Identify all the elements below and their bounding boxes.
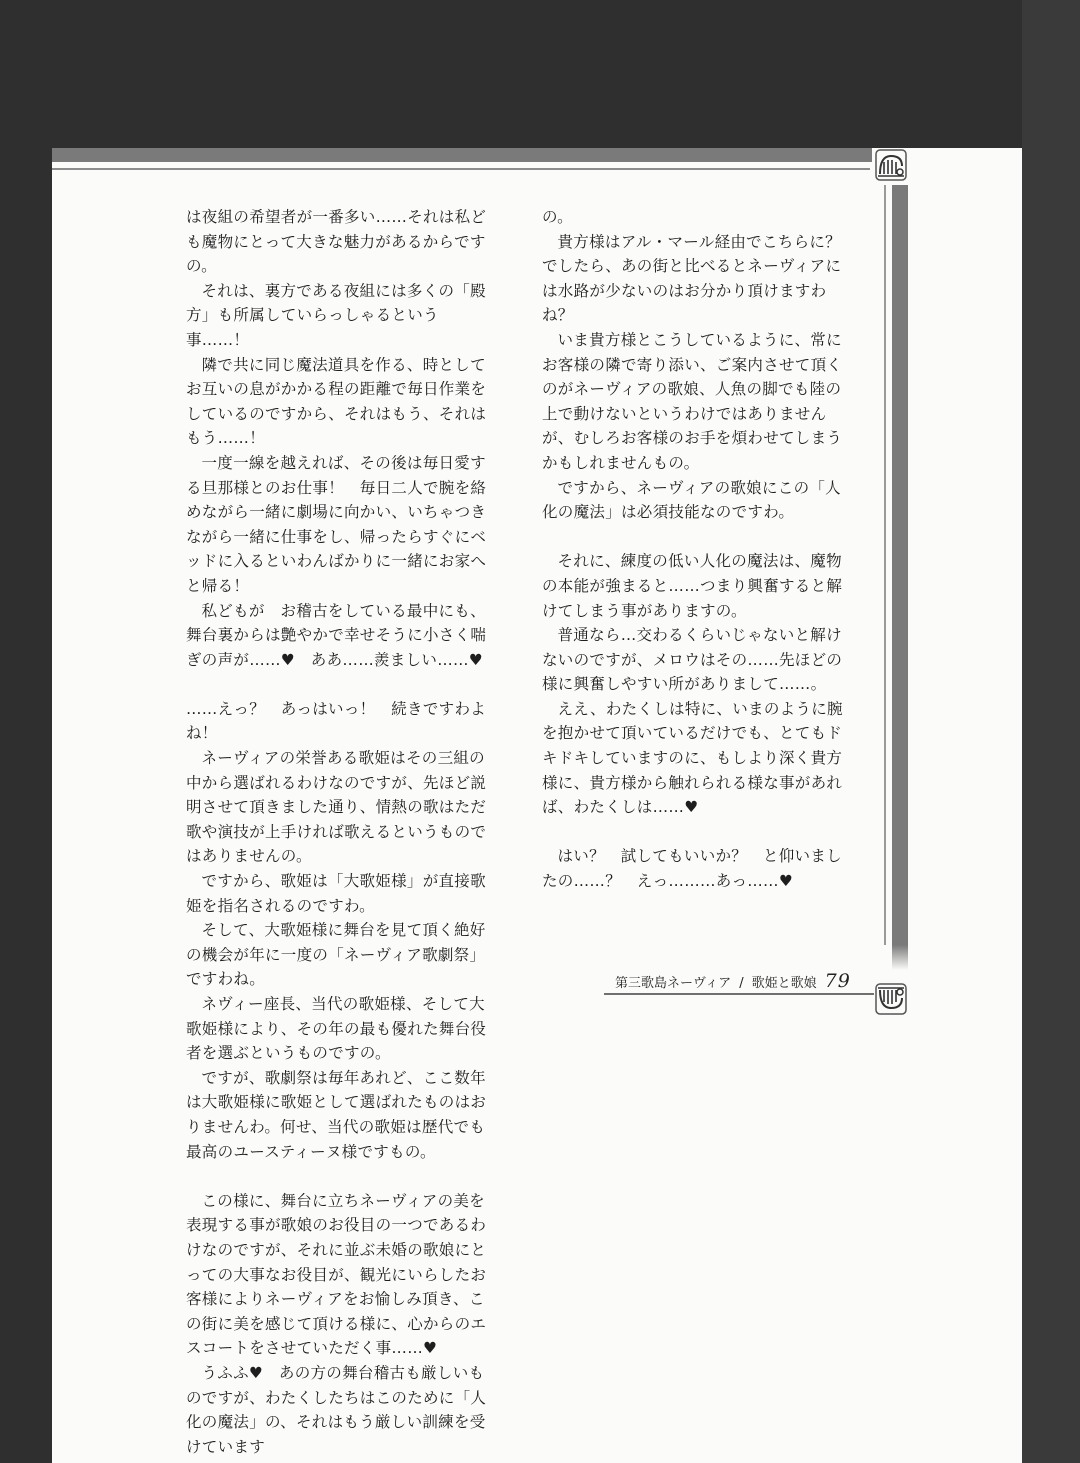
page-number: 79 (824, 970, 851, 992)
page-frame-bottom-line (604, 993, 874, 995)
paragraph: はい？ 試してもいいか？ と仰いましたの……？ えっ………あっ……♥ (542, 847, 842, 891)
paragraph: 一度一線を越えれば、その後は毎日愛する旦那様とのお仕事！ 毎日二人で腕を絡めながら一緒に劇場に向かい、いちゃつきながら一緒に仕事をし、帰ったらすぐにベッドに入るといわんばかりに一緒にお家へと帰る！ (186, 453, 487, 595)
page-frame-right (892, 185, 908, 945)
corner-ornament-icon (874, 148, 908, 182)
paragraph: ですから、ネーヴィアの歌娘にこの「人化の魔法」は必須技能なのですわ。 (542, 478, 841, 522)
page-frame-right-fade (892, 945, 908, 970)
footer-section-title: 第三歌島ネーヴィア (615, 976, 732, 991)
footer-chapter-title: 歌姫と歌娘 (751, 976, 817, 991)
scan-background-right (1022, 0, 1080, 1463)
paragraph: の。 (542, 208, 573, 226)
paragraph: 貴方様はアル・マール経由でこちらに？でしたら、あの街と比べるとネーヴィアには水路が少ないのはお分かり頂けますわね？ (542, 232, 842, 325)
paragraph: ええ、わたくしは特に、いまのように腕を抱かせて頂いているだけでも、とてもドキドキしていますのに、もしより深く貴方様に、貴方様から触れられる様な事があれば、わたくしは……♥ (542, 699, 843, 817)
paragraph: 普通なら…交わるくらいじゃないと解けないのですが、メロウはその……先ほどの様に興奮しやすい所がありまして……。 (542, 626, 843, 694)
paragraph: ネーヴィアの栄誉ある歌姫はその三組の中から選ばれるわけなのですが、先ほど説明させて頂きました通り、情熱の歌はただ歌や演技が上手ければ歌えるというものではありませんの。 (186, 749, 487, 866)
paragraph: うふふ♥ あの方の舞台稽古も厳しいものですが、わたくしたちはこのために「人化の魔法」の、それはもう厳しい訓練を受けています (186, 1363, 487, 1456)
text-column-left (186, 205, 498, 1459)
page-frame-top-line (52, 168, 870, 170)
paragraph: この様に、舞台に立ちネーヴィアの美を表現する事が歌娘のお役目の一つであるわけなのですが、それに並ぶ未婚の歌娘にとっての大事なお役目が、観光にいらしたお客様によりネーヴィアをお愉しみ頂き、この街に美を感じて頂ける様に、心からのエスコートをさせていただく事……♥ (186, 1191, 487, 1358)
footer-separator: / (739, 976, 744, 991)
paragraph: ですから、歌姫は「大歌姫様」が直接歌姫を指名されるのですわ。 (186, 872, 486, 915)
paragraph: ネヴィー座長、当代の歌姫様、そして大歌姫様により、その年の最も優れた舞台役者を選ぶというものですの。 (186, 995, 487, 1063)
paragraph: ……えっ？ あっはいっ！ 続きですわよね！ (186, 699, 487, 743)
page-frame-inner-line (884, 185, 886, 945)
paragraph: それに、練度の低い人化の魔法は、魔物の本能が強まると……つまり興奮すると解けてしまう事がありますの。 (542, 552, 843, 620)
paragraph: は夜組の希望者が一番多い……それは私ども魔物にとって大きな魅力があるからですの。 (186, 208, 487, 276)
page-frame-top (52, 148, 872, 162)
paragraph: いま貴方様とこうしているように、常にお客様の隣で寄り添い、ご案内させて頂くのがネーヴィアの歌娘、人魚の脚でも陸の上で動けないというわけではありませんが、むしろお客様のお手を煩わせてしまうかもしれませんもの。 (542, 330, 843, 472)
paragraph: それは、裏方である夜組には多くの「殿方」も所属していらっしゃるという事……！ (186, 281, 486, 349)
scan-background-top (0, 0, 1022, 148)
paragraph: ですが、歌劇祭は毎年あれど、ここ数年は大歌姫様に歌姫として選ばれたものはおりませんわ。何せ、当代の歌姫は歴代でも最高のユースティーヌ様ですもの。 (186, 1068, 487, 1161)
paragraph: 私どもが お稽古をしている最中にも、舞台裏からは艶やかで幸せそうに小さく喘ぎの声が……♥ ああ……羨ましい……♥ (186, 601, 487, 669)
page-footer (615, 970, 885, 992)
text-column-right (542, 205, 854, 894)
paragraph: 隣で共に同じ魔法道具を作る、時としてお互いの息がかかる程の距離で毎日作業をしているのですから、それはもう、それはもう……！ (186, 355, 487, 448)
scan-background-left (0, 0, 52, 1463)
paragraph: そして、大歌姫様に舞台を見て頂く絶好の機会が年に一度の「ネーヴィア歌劇祭」ですわね。 (186, 921, 486, 989)
